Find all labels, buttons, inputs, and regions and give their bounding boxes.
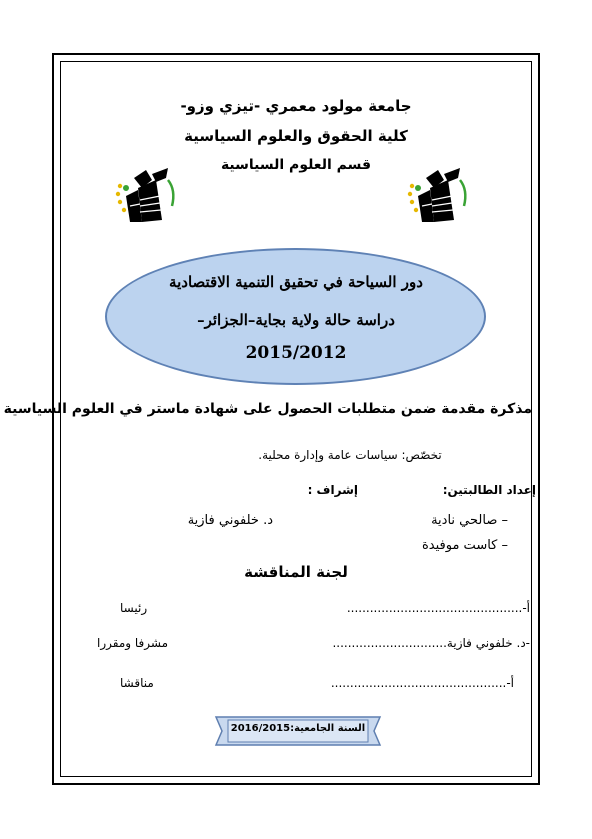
university-name: جامعة مولود معمري -تيزي وزو- [180, 97, 412, 115]
student-name: – صالحي نادية [431, 513, 508, 528]
academic-year: السنة الجامعية:2016/2015 [230, 723, 366, 734]
jury-role: مناقشا [120, 676, 154, 690]
university-logo-icon [404, 166, 472, 228]
faculty-name: كلية الحقوق والعلوم السياسية [184, 127, 408, 145]
specialty-label: تخصّص: [401, 448, 442, 462]
supervisor-name: د. خلفوني فازية [187, 513, 273, 528]
jury-title: لجنة المناقشة [244, 563, 348, 581]
thesis-years: 2015/2012 [245, 343, 347, 363]
specialty-value: سياسات عامة وإدارة محلية. [258, 448, 398, 462]
jury-member-line: أ-.............................................. [330, 676, 514, 690]
jury-role: رئيسا [120, 601, 148, 615]
university-logo-icon [112, 166, 180, 228]
memo-statement: مذكرة مقدمة ضمن متطلبات الحصول على شهادة ماستر في العلوم السياسية [3, 401, 532, 417]
specialty-line [200, 448, 500, 462]
students-label: إعداد الطالبتين: [442, 483, 536, 497]
department-name: قسم العلوم السياسية [220, 157, 372, 173]
jury-member-line: -د. خلفوني فازية.............................. [332, 636, 530, 650]
jury-role: مشرفا ومقررا [97, 636, 169, 650]
jury-member-line: أ-.............................................. [346, 601, 530, 615]
thesis-title: دور السياحة في تحقيق التنمية الاقتصادية [169, 273, 423, 291]
student-name: – كاست موفيدة [421, 538, 508, 553]
thesis-subtitle: دراسة حالة ولاية بجاية–الجزائر– [197, 311, 395, 329]
supervisor-label: إشراف : [307, 483, 358, 497]
